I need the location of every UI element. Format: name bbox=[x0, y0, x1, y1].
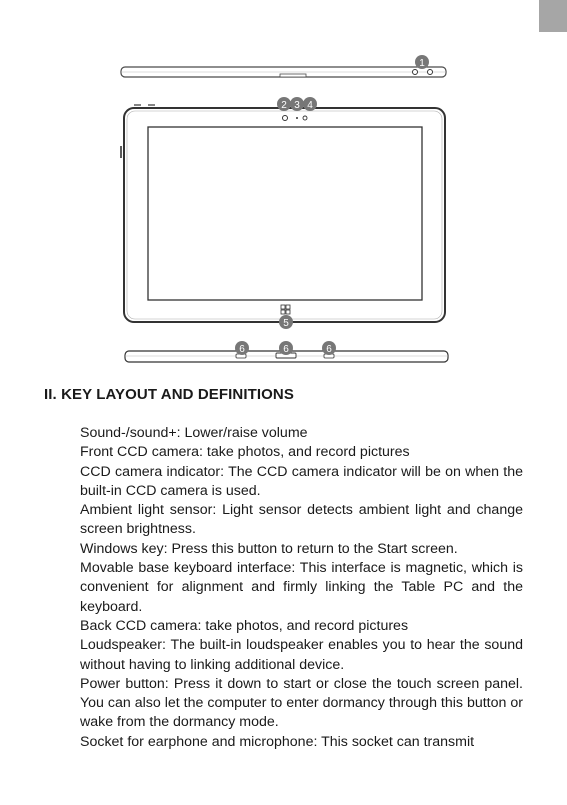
callout-6-right bbox=[322, 341, 336, 355]
definition-item: Windows key: Press this button to return to the Start screen. bbox=[80, 540, 458, 557]
tablet-top-edge bbox=[121, 67, 446, 77]
section-heading: II. KEY LAYOUT AND DEFINITIONS bbox=[44, 386, 294, 403]
callout-6-center bbox=[279, 341, 293, 355]
definition-item: Socket for earphone and microphone: This socket can transmit bbox=[80, 733, 475, 750]
definition-item: Movable base keyboard interface: This interface is magnetic, which is convenient for alignment and firmly linking the Table PC and the keyboard. bbox=[80, 560, 523, 615]
svg-text:6: 6 bbox=[283, 344, 289, 355]
callout-4 bbox=[303, 97, 317, 111]
callout-1 bbox=[415, 55, 429, 69]
definition-item: Power button: Press it down to start or close the touch screen panel. You can also let the computer to enter dormancy through this button or wake from the dormancy mode. bbox=[80, 675, 523, 731]
svg-text:4: 4 bbox=[307, 100, 313, 111]
svg-text:5: 5 bbox=[283, 318, 289, 329]
definition-item: Sound-/sound+: Lower/raise volume bbox=[80, 425, 308, 441]
definitions-list bbox=[80, 424, 523, 752]
definition-item: Back CCD camera: take photos, and record pictures bbox=[80, 617, 409, 634]
tablet-front bbox=[121, 105, 445, 322]
callout-6-left bbox=[235, 341, 249, 355]
svg-text:6: 6 bbox=[326, 344, 332, 355]
svg-text:3: 3 bbox=[294, 100, 300, 111]
svg-text:6: 6 bbox=[239, 344, 245, 355]
definition-item: Ambient light sensor: Light sensor detects ambient light and change screen brightness. bbox=[80, 502, 523, 538]
callout-3 bbox=[290, 97, 304, 111]
definition-item: CCD camera indicator: The CCD camera indicator will be on when the built-in CCD camera is used. bbox=[80, 463, 523, 499]
callout-5 bbox=[279, 315, 293, 329]
tablet-diagram bbox=[0, 0, 567, 380]
svg-text:2: 2 bbox=[281, 100, 287, 111]
definition-item: Loudspeaker: The built-in loudspeaker enables you to hear the sound without having to linking additional device. bbox=[80, 637, 523, 673]
callout-2 bbox=[277, 97, 291, 111]
svg-text:1: 1 bbox=[419, 58, 425, 69]
definition-item: Front CCD camera: take photos, and record pictures bbox=[80, 444, 410, 461]
